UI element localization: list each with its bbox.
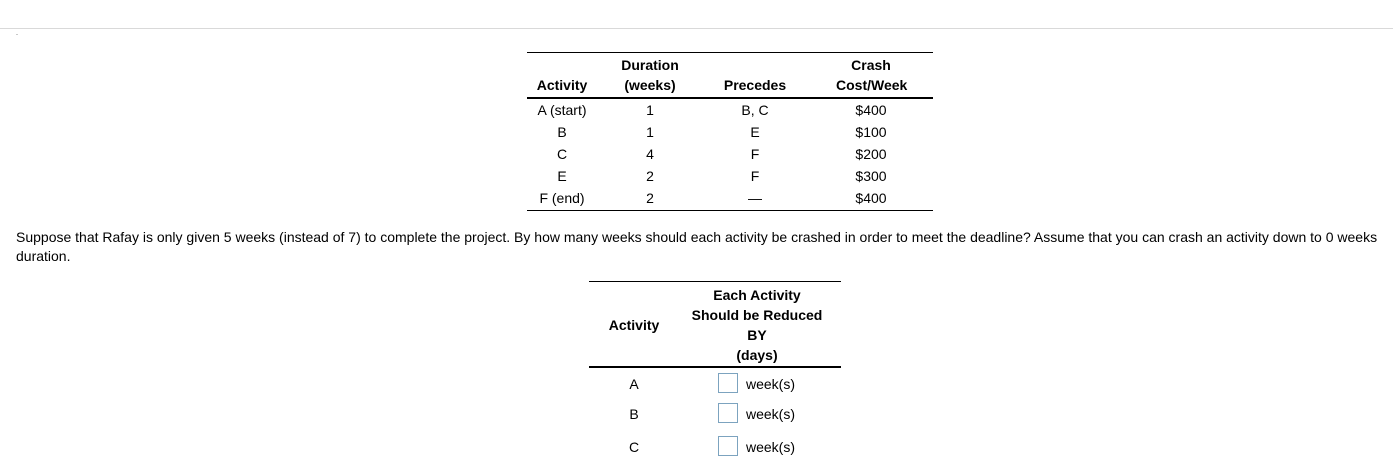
- header-activity: Activity: [536, 77, 588, 93]
- answer-row-label: A: [629, 376, 639, 392]
- unit-label: week(s): [746, 406, 796, 422]
- answer-header-line2: Should be Reduced: [691, 307, 823, 323]
- answer-header-line1: Each Activity: [713, 287, 801, 303]
- table-cell-duration: 4: [646, 146, 654, 162]
- question-text: Suppose that Rafay is only given 5 weeks (instead of 7) to complete the project. By how many weeks should each activity be crashed in order to meet the deadline? Assume that you can crash an activity down to 0 weeks duration.: [16, 229, 1378, 264]
- table-cell-crash-cost: $400: [855, 190, 887, 206]
- header-crash-line2: Cost/Week: [836, 77, 908, 93]
- reduction-input-c[interactable]: [718, 436, 738, 456]
- answer-header-activity: Activity: [608, 317, 660, 333]
- table-cell-duration: 2: [646, 190, 654, 206]
- unit-label: week(s): [746, 439, 796, 455]
- answer-row-label: C: [628, 439, 640, 455]
- table-cell-crash-cost: $300: [855, 168, 887, 184]
- table-cell-duration: 2: [646, 168, 654, 184]
- table-cell-crash-cost: $200: [855, 146, 887, 162]
- table-cell-activity: B: [557, 124, 567, 140]
- table-cell-precedes: B, C: [741, 102, 769, 118]
- reduction-input-b[interactable]: [718, 403, 738, 423]
- table-cell-duration: 1: [646, 102, 654, 118]
- table-cell-precedes: —: [748, 190, 762, 206]
- table-cell-precedes: F: [750, 168, 760, 184]
- header-precedes: Precedes: [723, 77, 787, 93]
- answer-header-line3: BY: [747, 327, 767, 343]
- answer-header-divider: [589, 366, 841, 368]
- answer-header-line4: (days): [736, 347, 778, 363]
- header-divider: [527, 97, 933, 99]
- answer-table: [589, 281, 841, 462]
- header-duration-line2: (weeks): [624, 77, 676, 93]
- table-cell-crash-cost: $100: [855, 124, 887, 140]
- table-cell-crash-cost: $400: [855, 102, 887, 118]
- table-cell-activity: E: [557, 168, 567, 184]
- table-cell-activity: A (start): [537, 102, 587, 118]
- table-cell-duration: 1: [646, 124, 654, 140]
- table-cell-activity: C: [556, 146, 568, 162]
- unit-label: week(s): [746, 376, 796, 392]
- table-cell-activity: F (end): [539, 190, 585, 206]
- page-top-divider: [0, 28, 1393, 29]
- page-marker: [16, 34, 18, 35]
- reduction-input-a[interactable]: [718, 373, 738, 393]
- answer-row-label: B: [629, 406, 639, 422]
- activity-data-table: [527, 52, 933, 211]
- table-cell-precedes: F: [750, 146, 760, 162]
- header-duration-line1: Duration: [621, 57, 679, 73]
- header-crash-line1: Crash: [851, 57, 891, 73]
- table-cell-precedes: E: [750, 124, 760, 140]
